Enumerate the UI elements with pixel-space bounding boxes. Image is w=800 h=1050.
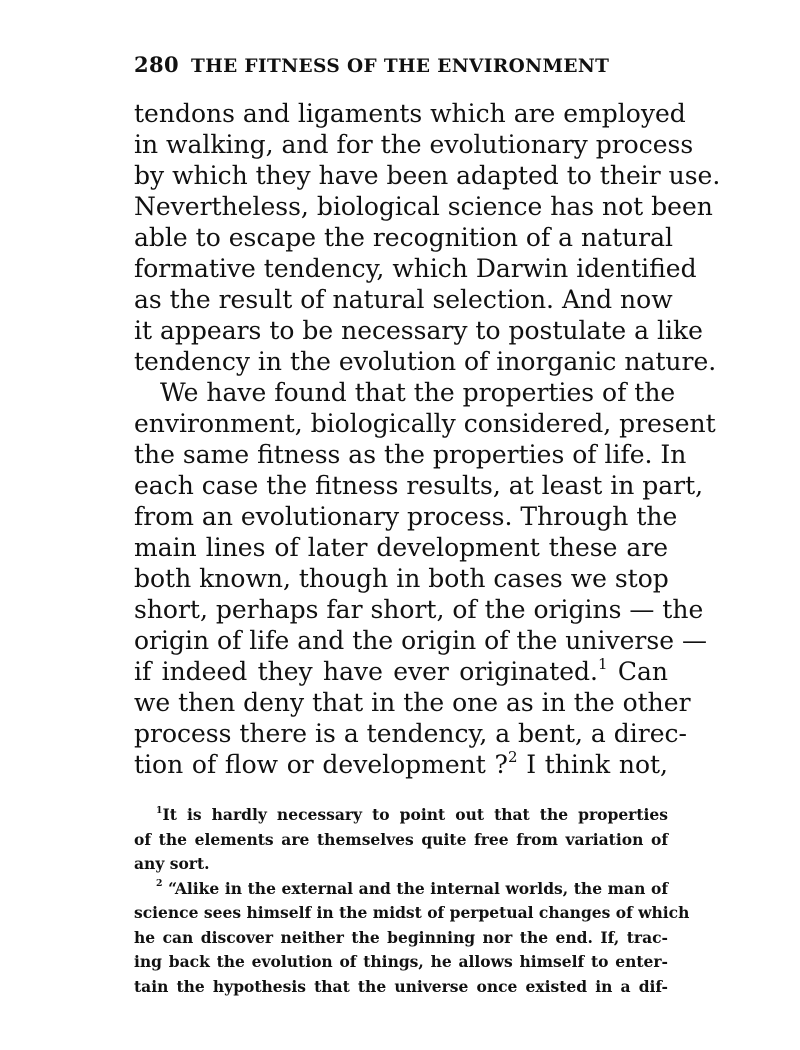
footnote-2-line: ing back the evolution of things, he allows himself to enter- [134,952,668,971]
footnote-ref-1: 1 [598,655,608,674]
running-title: THE FITNESS OF THE ENVIRONMENT [191,56,610,77]
text-line: able to escape the recognition of a natural [134,223,674,252]
text-run: I think not, [526,750,668,779]
footnote-marker-2: 2 [156,878,163,890]
text-line: process there is a tendency, a bent, a direc- [134,719,687,748]
text-line: formative tendency, which Darwin identified [134,254,697,283]
footnote-marker-1: 1 [156,804,163,816]
text-line: in walking, and for the evolutionary process [134,130,694,159]
text-line: tendency in the evolution of inorganic nature. [134,347,717,376]
footnote-2-line [134,877,668,902]
footnote-ref-2: 2 [507,748,518,767]
text-line-with-footnote-ref-2 [134,749,668,780]
text-run: Can [617,657,669,686]
footnote-2-line: tain the hypothesis that the universe once existed in a dif- [134,976,668,996]
footnote-text: It is hardly necessary to point out that the properties [162,805,668,824]
text-line: environment, biologically considered, present [134,409,716,438]
text-line: Nevertheless, biological science has not been [134,192,713,221]
text-line: the same fitness as the properties of life. In [134,440,687,469]
text-line: we then deny that in the one as in the other [134,688,691,717]
text-line: as the result of natural selection. And now [134,285,673,314]
text-line: each case the fitness results, at least in part, [134,471,704,500]
footnote-2-line: science sees himself in the midst of perpetual changes of which [134,903,690,922]
text-line-with-footnote-ref-1 [134,656,668,687]
text-line: short, perhaps far short, of the origins — the [134,595,704,624]
running-head [134,52,674,76]
text-line: tendons and ligaments which are employed [134,99,686,128]
text-line: main lines of later development these are [134,533,668,562]
footnotes [134,803,690,999]
footnote-text: “Alike in the external and the internal worlds, the man of [168,878,668,898]
text-line: by which they have been adapted to their use. [134,161,721,190]
text-run: tion of flow or development ? [134,750,508,779]
text-line: it appears to be necessary to postulate a like [134,316,703,345]
footnote-1-line: of the elements are themselves quite free from variation of [134,829,668,849]
text-line: from an evolutionary process. Through the [134,502,678,531]
page-number: 280 [134,52,180,77]
paragraph-start-line: We have found that the properties of the [160,378,676,407]
text-run: if indeed they have ever originated. [134,657,598,686]
footnote-2-line: he can discover neither the beginning nor the end. If, trac- [134,927,668,947]
footnote-1-line: any sort. [134,854,210,873]
footnote-1-line [134,803,668,828]
text-line: origin of life and the origin of the universe — [134,626,707,655]
text-line: both known, though in both cases we stop [134,564,669,593]
body-text [134,98,721,780]
